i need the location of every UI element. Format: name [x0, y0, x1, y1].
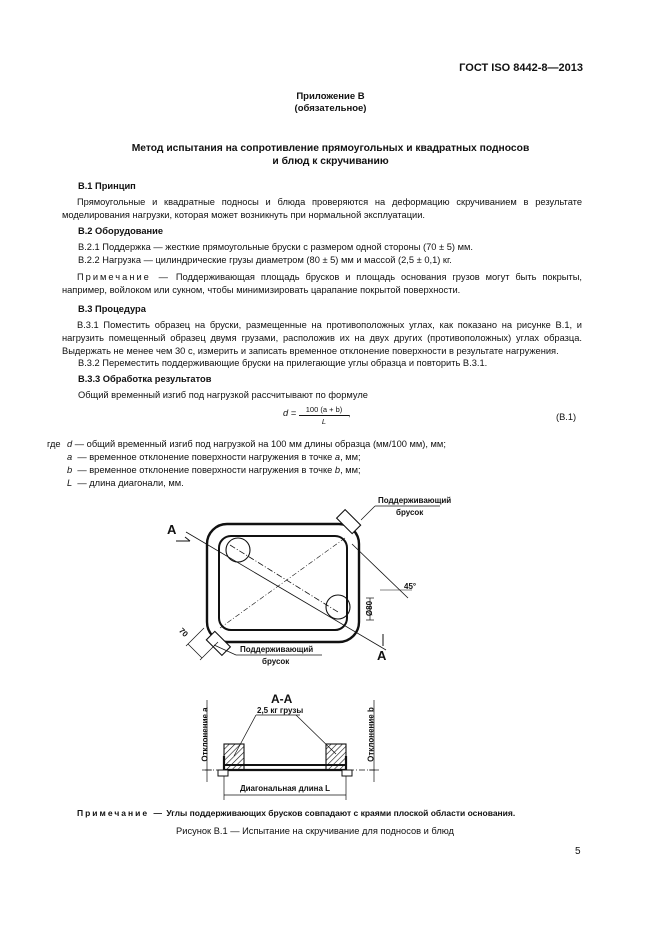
- dim-80-label: Ø80: [365, 600, 375, 617]
- note-label: Примечание —: [77, 272, 170, 282]
- method-title-line1: Метод испытания на сопротивление прямоугольных и квадратных подносов: [131, 143, 530, 154]
- appendix-title: Приложение В: [296, 91, 365, 102]
- support-top-label: Поддерживающий: [378, 496, 452, 505]
- figure-note: [77, 808, 515, 818]
- section-b2-item2: В.2.2 Нагрузка — цилиндрические грузы диаметром (80 ± 5) мм и массой (2,5 ± 0,1) кг.: [78, 255, 452, 265]
- section-b3-heading: В.3 Процедура: [78, 304, 146, 314]
- section-b1-heading: В.1 Принцип: [78, 181, 136, 191]
- definition-a-end: , мм;: [340, 452, 361, 462]
- section-b1-text: Прямоугольные и квадратные подносы и блюда проверяются на деформацию скручиванием в результате моделирования нагрузки, которая может возникнуть при нормальной эксплуатации.: [62, 197, 582, 220]
- document-code: ГОСТ ISO 8442-8—2013: [459, 62, 583, 74]
- deviation-b-label: Отклонение b: [366, 707, 376, 762]
- section-label-A-bottom: A: [377, 648, 387, 663]
- section-b3-p1: В.3.1 Поместить образец на бруски, размещенные на противоположных углах, как показано на рисунке В.1, и нагрузить помещенный образец двумя грузами, расположив их на двух других (противоположных) углах образца. Выдержать не менее чем 30 с, измерить и записать временное отклонение поверхности в результате нагружения.: [62, 320, 582, 356]
- definition-d-text: — общий временный изгиб под нагрузкой на 100 мм длины образца (мм/100 мм), мм;: [74, 439, 446, 449]
- diagonal-length-label: Диагональная длина L: [239, 784, 331, 793]
- support-top-label2: брусок: [396, 508, 424, 517]
- figure-note-label: Примечание —: [77, 808, 164, 818]
- section-b33-intro: Общий временный изгиб под нагрузкой рассчитывают по формуле: [78, 390, 368, 400]
- symbol-b: b: [67, 465, 73, 475]
- formula-lhs: d =: [283, 408, 297, 418]
- where-label: где: [47, 439, 61, 449]
- figure-note-text: Углы поддерживающих брусков совпадают с краями плоской области основания.: [166, 808, 516, 818]
- section-b2-item1: В.2.1 Поддержка — жесткие прямоугольные бруски с размером одной стороны (70 ± 5) мм.: [78, 242, 473, 252]
- angle-45-label: 45°: [404, 582, 417, 591]
- symbol-L: L: [67, 478, 73, 488]
- appendix-subtitle: (обязательное): [294, 103, 367, 114]
- formula-denominator: L: [321, 417, 327, 426]
- section-b3-p2: В.3.2 Переместить поддерживающие бруски на прилегающие углы образца и повторить В.3.1.: [78, 358, 488, 368]
- weights-label: 2,5 кг грузы: [257, 706, 304, 715]
- symbol-a-ref: a: [334, 452, 341, 462]
- formula-numerator: 100 (a + b): [299, 405, 349, 416]
- support-bottom-label2: брусок: [262, 657, 290, 666]
- symbol-a: a: [67, 452, 73, 462]
- definition-L-text: — длина диагонали, мм.: [77, 478, 184, 488]
- section-b33-heading: В.3.3 Обработка результатов: [78, 374, 212, 384]
- dim-70-label: 70: [177, 626, 190, 639]
- method-title-line2: и блюд к скручиванию: [272, 156, 389, 167]
- section-label-A-top: A: [167, 522, 177, 537]
- symbol-b-ref: b: [334, 465, 341, 475]
- definition-a-text: — временное отклонение поверхности нагружения в точке: [77, 452, 333, 462]
- note-text: Поддерживающая площадь брусков и площадь основания грузов могут быть покрыты, например, войлоком или сукном, чтобы минимизировать царапание покрытой поверхности.: [62, 272, 582, 295]
- deviation-a-label: Отклонение а: [200, 707, 210, 762]
- symbol-d: d: [67, 439, 73, 449]
- definition-b-end: , мм;: [340, 465, 361, 475]
- section-aa-title: А-А: [271, 692, 293, 706]
- page-number: 5: [575, 846, 581, 857]
- formula-number: (В.1): [556, 412, 577, 422]
- section-b2-heading: В.2 Оборудование: [78, 226, 164, 236]
- tray-top-view: [186, 506, 440, 660]
- formula-comma: ,: [348, 408, 351, 418]
- figure-caption: Рисунок В.1 — Испытание на скручивание для подносов и блюд: [176, 826, 454, 836]
- definition-b-text: — временное отклонение поверхности нагружения в точке: [77, 465, 333, 475]
- support-bottom-label: Поддерживающий: [240, 645, 314, 654]
